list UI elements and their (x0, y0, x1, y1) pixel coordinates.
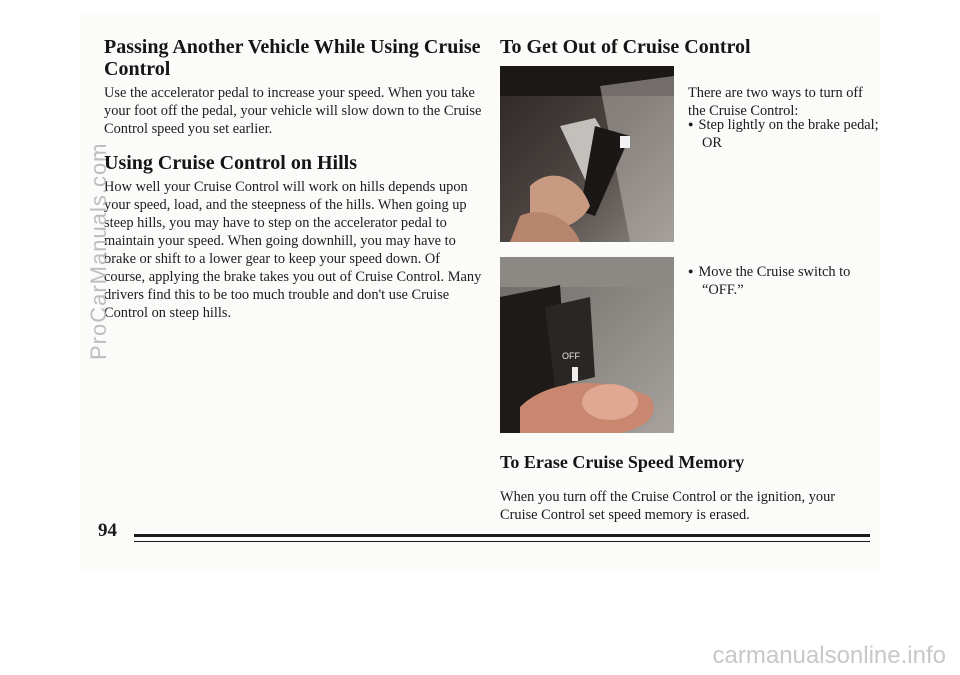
heading-erase-memory: To Erase Cruise Speed Memory (500, 452, 745, 472)
watermark-bottom: carmanualsonline.info (712, 642, 946, 669)
left-column (104, 36, 484, 322)
paragraph-hills: How well your Cruise Control will work on hills depends upon your speed, load, and the steepness of the hills. When going up steep hills, you may have to step on the accelerator pedal to maintain your speed. When going downhill, you may have to brake or shift to a lower gear to keep your speed down. Of course, applying the brake takes you out of Cruise Control. Many drivers find this to be too much trouble and don't use Cruise Control on steep hills. (104, 179, 482, 321)
heading-hills: Using Cruise Control on Hills (104, 152, 357, 174)
photo-cruise-switch (500, 257, 674, 433)
page-number: 94 (98, 520, 117, 541)
photo-brake-pedal (500, 66, 674, 242)
watermark-side: ProCarManuals.com (86, 142, 111, 360)
heading-passing: Passing Another Vehicle While Using Cruise Control (104, 36, 481, 80)
footer-rule-thick (134, 534, 870, 537)
heading-get-out: To Get Out of Cruise Control (500, 36, 751, 58)
intro-text: There are two ways to turn off the Cruise Control: (688, 85, 863, 120)
paragraph-passing: Use the accelerator pedal to increase your speed. When you take your foot off the pedal, your vehicle will slow down to the Cruise Control speed you set earlier. (104, 85, 482, 137)
brake-pedal-illustration (500, 66, 674, 242)
footer-rule-thin (134, 541, 870, 542)
paragraph-erase-memory: When you turn off the Cruise Control or the ignition, your Cruise Control set speed memory is erased. (500, 489, 836, 524)
cruise-switch-illustration (500, 257, 674, 433)
bullet-brake: ● Step lightly on the brake pedal; OR (688, 115, 882, 152)
switch-off-label: OFF (562, 351, 580, 361)
bullet-switch: ● Move the Cruise switch to “OFF.” (688, 262, 882, 299)
